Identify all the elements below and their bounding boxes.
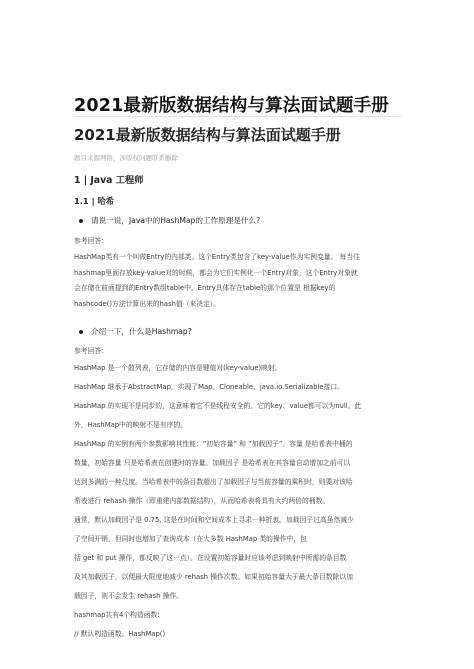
reference-label: 参考回答: [74, 237, 104, 245]
answer-line: 希表进行 rehash 操作（即重建内部数据结构），从而哈希表将具有大约两倍的桶数。 [74, 497, 330, 505]
answer-line: 数量，初始容量 只是哈希表在创建时的容量。加载因子 是哈希表在其容量自动增加之前可以 [74, 459, 351, 467]
question-1 [74, 215, 260, 226]
answer-line: 外，HashMap中的映射不是有序的。 [74, 421, 188, 429]
answer-line: 达到多满的一种尺度。当哈希表中的条目数超出了加载因子与当前容量的乘积时，则要对该哈 [74, 478, 353, 486]
answer-line: HashMap 是一个散列表，它存储的内容是键值对(key-value)映射。 [74, 364, 282, 372]
bullet-icon [79, 330, 83, 334]
answer-line: 会存储在前面提到的Entry数组table中。Entry具体存在table的那个位置是 根据key的 [74, 284, 336, 292]
answer-line: 通常，默认加载因子是 0.75, 这是在时间和空间成本上寻求一种折衷。加载因子过高虽然减少 [74, 516, 354, 524]
answer-line: HashMap 继承于AbstractMap，实现了Map、Cloneable、java.io.Serializable接口。 [74, 383, 344, 391]
question-1-text: 请说一说，Java中的HashMap的工作原理是什么? [91, 216, 261, 225]
document-title: 2021最新版数据结构与算法面试题手册 [74, 96, 390, 116]
reference-label: 参考回答: [74, 347, 104, 355]
answer-line: hashmap共有4个构造函数: [74, 611, 160, 619]
subsection-heading: 1.1 | 哈希 [74, 196, 115, 206]
source-note: 题目来源网络，涉版权问题联系删除 [74, 154, 178, 162]
answer-line: HashMap 的实例有两个参数影响其性能：“初始容量” 和 “加载因子”。容量 是哈希表中桶的 [74, 440, 353, 448]
answer-line: hashcode()方法计算出来的hash值（来决定）。 [74, 300, 221, 308]
answer-line: 及其加载因子，以便最大限度地减少 rehash 操作次数。如果初始容量大于最大条目数除以加 [74, 573, 353, 581]
answer-line: 了空间开销，但同时也增加了查询成本（在大多数 HashMap 类的操作中，包 [74, 535, 307, 543]
question-2 [74, 326, 192, 337]
section-heading: 1 | Java 工程师 [74, 175, 144, 186]
bullet-icon [79, 219, 83, 223]
title-divider [74, 116, 402, 117]
question-2-text: 介绍一下，什么是Hashmap? [91, 327, 192, 336]
code-comment-line: // 默认构造函数。HashMap() [74, 630, 166, 638]
answer-line: 括 get 和 put 操作，都反映了这一点）。在设置初始容量时应该考虑到映射中所需的条目数 [74, 554, 347, 562]
document-subtitle: 2021最新版数据结构与算法面试题手册 [74, 126, 341, 144]
answer-line: 载因子，则不会发生 rehash 操作。 [74, 592, 184, 600]
answer-line: hashmap里面存放key-value对的时候，都会为它们实例化一个Entry对象，这个Entry对象就 [74, 269, 358, 277]
answer-line: HashMap类有一个叫做Entry的内部类。这个Entry类包含了key-value作为实例变量。 每当往 [74, 253, 360, 261]
answer-line: HashMap 的实现不是同步的，这意味着它不是线程安全的。它的key、value都可以为null。此 [74, 402, 362, 410]
